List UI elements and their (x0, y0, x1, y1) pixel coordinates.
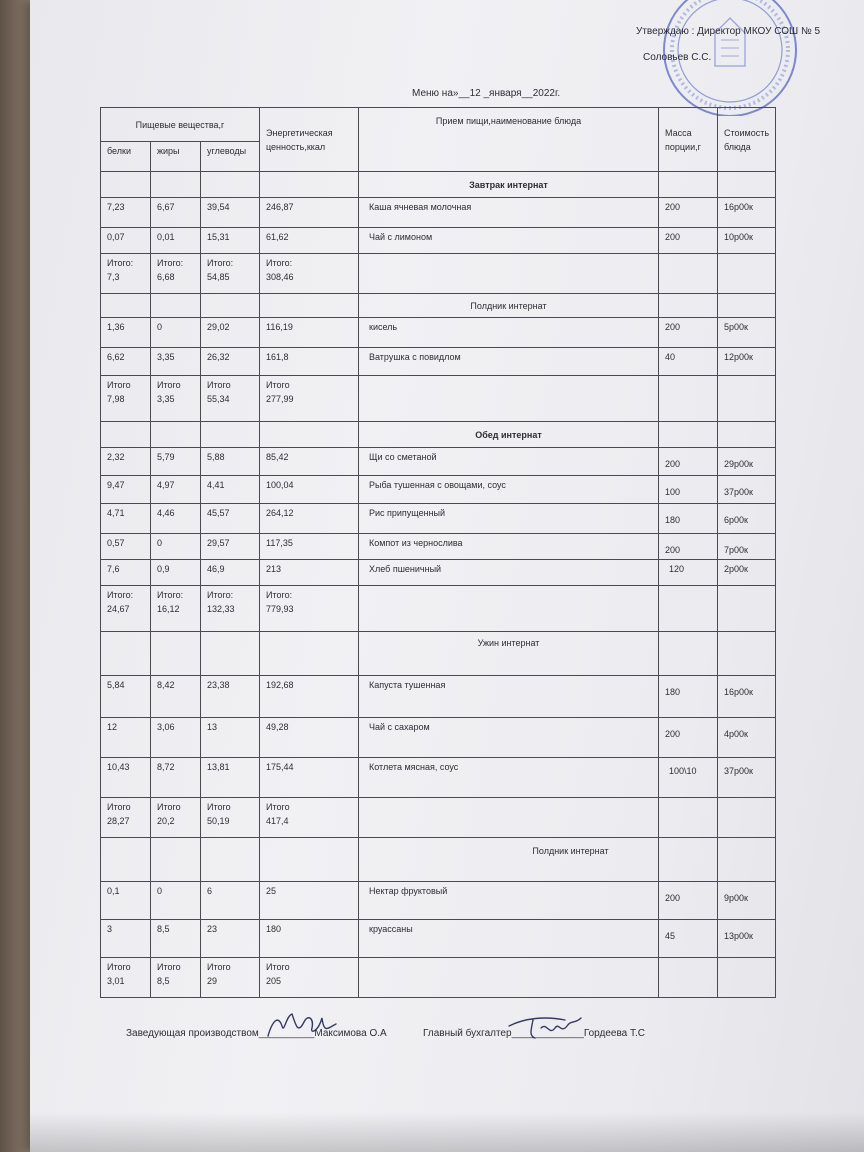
cell-dish: Котлета мясная, соус (359, 758, 659, 798)
cell-carbs: 29,57 (201, 534, 260, 560)
cell-energy: 192,68 (260, 676, 359, 718)
section-row (101, 632, 776, 676)
table-row (101, 718, 776, 758)
cell-carbs: 6 (201, 882, 260, 920)
cell-protein: 2,32 (101, 448, 151, 476)
cell-energy: 161,8 (260, 348, 359, 376)
cell-protein: 6,62 (101, 348, 151, 376)
cell-fat: 5,79 (151, 448, 201, 476)
cell-cost: 13р00к (718, 920, 776, 958)
table-row (101, 348, 776, 376)
table-row (101, 448, 776, 476)
cell-carbs: 23,38 (201, 676, 260, 718)
cell-carbs: 39,54 (201, 198, 260, 228)
header-carbs: углеводы (201, 142, 260, 172)
cell-energy: 49,28 (260, 718, 359, 758)
cell-total-carbs: Итого 55,34 (201, 376, 260, 422)
cell-protein: 10,43 (101, 758, 151, 798)
cell-energy: 175,44 (260, 758, 359, 798)
cell-cost: 16р00к (718, 676, 776, 718)
cell-mass: 180 (659, 504, 718, 534)
cell-carbs: 5,88 (201, 448, 260, 476)
cell-energy: 116,19 (260, 318, 359, 348)
section-title: Полдник интернат (359, 294, 659, 318)
header-cost: Стоимость блюда (718, 108, 776, 172)
cell-total-protein: Итого: 24,67 (101, 586, 151, 632)
cell-cost: 10р00к (718, 228, 776, 254)
cell-protein: 5,84 (101, 676, 151, 718)
section-title: Завтрак интернат (359, 172, 659, 198)
production-name: Максимова О.А (314, 1028, 387, 1039)
table-row (101, 228, 776, 254)
production-role: Заведующая производством (126, 1028, 259, 1039)
cell-dish: Щи со сметаной (359, 448, 659, 476)
cell-total-fat: Итого 3,35 (151, 376, 201, 422)
cell-total-protein: Итого: 7,3 (101, 254, 151, 294)
cell-total-protein: Итого 7,98 (101, 376, 151, 422)
footer-accountant: Главный бухгалтер_____________Гордеева Т.С (423, 1028, 646, 1039)
cell-protein: 7,6 (101, 560, 151, 586)
cell-fat: 0,9 (151, 560, 201, 586)
cell-cost: 12р00к (718, 348, 776, 376)
cell-fat: 4,97 (151, 476, 201, 504)
cell-total-carbs: Итого: 54,85 (201, 254, 260, 294)
cell-cost: 37р00к (718, 476, 776, 504)
header-fat: жиры (151, 142, 201, 172)
cell-fat: 0,01 (151, 228, 201, 254)
cell-cost: 4р00к (718, 718, 776, 758)
cell-cost: 6р00к (718, 504, 776, 534)
director-name: Соловьев С.С. (643, 52, 712, 63)
cell-energy: 85,42 (260, 448, 359, 476)
footer-production: Заведующая производством__________Максимова О.А (126, 1028, 387, 1039)
section-title: Полдник интернат (359, 838, 659, 882)
cell-dish: Нектар фруктовый (359, 882, 659, 920)
cell-mass: 200 (659, 448, 718, 476)
section-row (101, 422, 776, 448)
cell-total-protein: Итого 28,27 (101, 798, 151, 838)
cell-fat: 4,46 (151, 504, 201, 534)
section-title: Ужин интернат (359, 632, 659, 676)
cell-fat: 6,67 (151, 198, 201, 228)
cell-energy: 25 (260, 882, 359, 920)
cell-carbs: 13 (201, 718, 260, 758)
cell-protein: 1,36 (101, 318, 151, 348)
cell-energy: 246,87 (260, 198, 359, 228)
cell-protein: 4,71 (101, 504, 151, 534)
cell-total-carbs: Итого 50,19 (201, 798, 260, 838)
total-row (101, 254, 776, 294)
cell-cost: 37р00к (718, 758, 776, 798)
cell-mass: 100\10 (659, 758, 718, 798)
production-signature (262, 1004, 342, 1044)
table-row (101, 676, 776, 718)
cell-carbs: 29,02 (201, 318, 260, 348)
cell-dish: Ватрушка с повидлом (359, 348, 659, 376)
cell-energy: 61,62 (260, 228, 359, 254)
cell-dish: круассаны (359, 920, 659, 958)
section-row (101, 294, 776, 318)
cell-dish: Капуста тушенная (359, 676, 659, 718)
total-row (101, 958, 776, 998)
cell-fat: 3,35 (151, 348, 201, 376)
cell-cost: 29р00к (718, 448, 776, 476)
cell-total-energy: Итого: 779,93 (260, 586, 359, 632)
table-row (101, 318, 776, 348)
cell-fat: 3,06 (151, 718, 201, 758)
cell-fat: 8,72 (151, 758, 201, 798)
cell-mass: 120 (659, 560, 718, 586)
cell-total-energy: Итого: 308,46 (260, 254, 359, 294)
header-meal: Прием пищи,наименование блюда (359, 108, 659, 172)
cell-energy: 180 (260, 920, 359, 958)
table-row (101, 882, 776, 920)
total-row (101, 586, 776, 632)
cell-fat: 8,42 (151, 676, 201, 718)
cell-total-carbs: Итого: 132,33 (201, 586, 260, 632)
cell-carbs: 15,31 (201, 228, 260, 254)
header-nutrients: Пищевые вещества,г (101, 108, 260, 142)
cell-energy: 264,12 (260, 504, 359, 534)
cell-mass: 200 (659, 228, 718, 254)
cell-protein: 7,23 (101, 198, 151, 228)
cell-protein: 12 (101, 718, 151, 758)
cell-carbs: 23 (201, 920, 260, 958)
accountant-signature (505, 1010, 585, 1044)
background-edge (0, 0, 30, 1152)
cell-total-energy: Итого 277,99 (260, 376, 359, 422)
cell-total-protein: Итого 3,01 (101, 958, 151, 998)
cell-cost: 7р00к (718, 534, 776, 560)
cell-carbs: 46,9 (201, 560, 260, 586)
cell-cost: 9р00к (718, 882, 776, 920)
cell-total-carbs: Итого 29 (201, 958, 260, 998)
section-row (101, 838, 776, 882)
cell-fat: 0 (151, 534, 201, 560)
header-energy: Энергетическая ценность,ккал (260, 108, 359, 172)
cell-dish: Каша ячневая молочная (359, 198, 659, 228)
cell-mass: 200 (659, 534, 718, 560)
cell-cost: 5р00к (718, 318, 776, 348)
section-row (101, 172, 776, 198)
table-row (101, 504, 776, 534)
cell-mass: 200 (659, 882, 718, 920)
table-row (101, 198, 776, 228)
cell-mass: 200 (659, 718, 718, 758)
cell-carbs: 13,81 (201, 758, 260, 798)
cell-dish: Чай с сахаром (359, 718, 659, 758)
table-row (101, 920, 776, 958)
cell-total-energy: Итого 417,4 (260, 798, 359, 838)
header-protein: белки (101, 142, 151, 172)
cell-mass: 200 (659, 198, 718, 228)
accountant-name: Гордеева Т.С (583, 1028, 646, 1039)
cell-mass: 40 (659, 348, 718, 376)
cell-energy: 213 (260, 560, 359, 586)
total-row (101, 376, 776, 422)
cell-carbs: 45,57 (201, 504, 260, 534)
cell-energy: 117,35 (260, 534, 359, 560)
cell-cost: 2р00к (718, 560, 776, 586)
cell-dish: Рис припущенный (359, 504, 659, 534)
paper-shadow (30, 1112, 864, 1152)
cell-fat: 0 (151, 318, 201, 348)
cell-protein: 0,57 (101, 534, 151, 560)
cell-fat: 8,5 (151, 920, 201, 958)
cell-dish: Чай с лимоном (359, 228, 659, 254)
cell-cost: 16р00к (718, 198, 776, 228)
cell-energy: 100,04 (260, 476, 359, 504)
accountant-role: Главный бухгалтер (423, 1028, 512, 1039)
cell-total-fat: Итого: 16,12 (151, 586, 201, 632)
cell-mass: 180 (659, 676, 718, 718)
cell-fat: 0 (151, 882, 201, 920)
cell-dish: Рыба тушенная с овощами, соус (359, 476, 659, 504)
cell-dish: кисель (359, 318, 659, 348)
cell-total-fat: Итого 8,5 (151, 958, 201, 998)
cell-dish: Хлеб пшеничный (359, 560, 659, 586)
header-row (101, 108, 776, 142)
table-row (101, 534, 776, 560)
cell-protein: 0,07 (101, 228, 151, 254)
cell-carbs: 26,32 (201, 348, 260, 376)
cell-total-fat: Итого: 6,68 (151, 254, 201, 294)
table-row (101, 476, 776, 504)
table-row (101, 560, 776, 586)
cell-protein: 0,1 (101, 882, 151, 920)
menu-table (100, 107, 776, 998)
cell-mass: 45 (659, 920, 718, 958)
cell-total-energy: Итого 205 (260, 958, 359, 998)
approval-line: Утверждаю : Директор МКОУ СОШ № 5 (636, 26, 821, 37)
cell-protein: 9,47 (101, 476, 151, 504)
cell-dish: Компот из чернослива (359, 534, 659, 560)
cell-total-fat: Итого 20,2 (151, 798, 201, 838)
page-title: Меню на»__12 _января__2022г. (412, 88, 561, 99)
header-mass: Масса порции,г (659, 108, 718, 172)
cell-mass: 200 (659, 318, 718, 348)
cell-mass: 100 (659, 476, 718, 504)
table-row (101, 758, 776, 798)
cell-carbs: 4,41 (201, 476, 260, 504)
section-title: Обед интернат (359, 422, 659, 448)
total-row (101, 798, 776, 838)
cell-protein: 3 (101, 920, 151, 958)
